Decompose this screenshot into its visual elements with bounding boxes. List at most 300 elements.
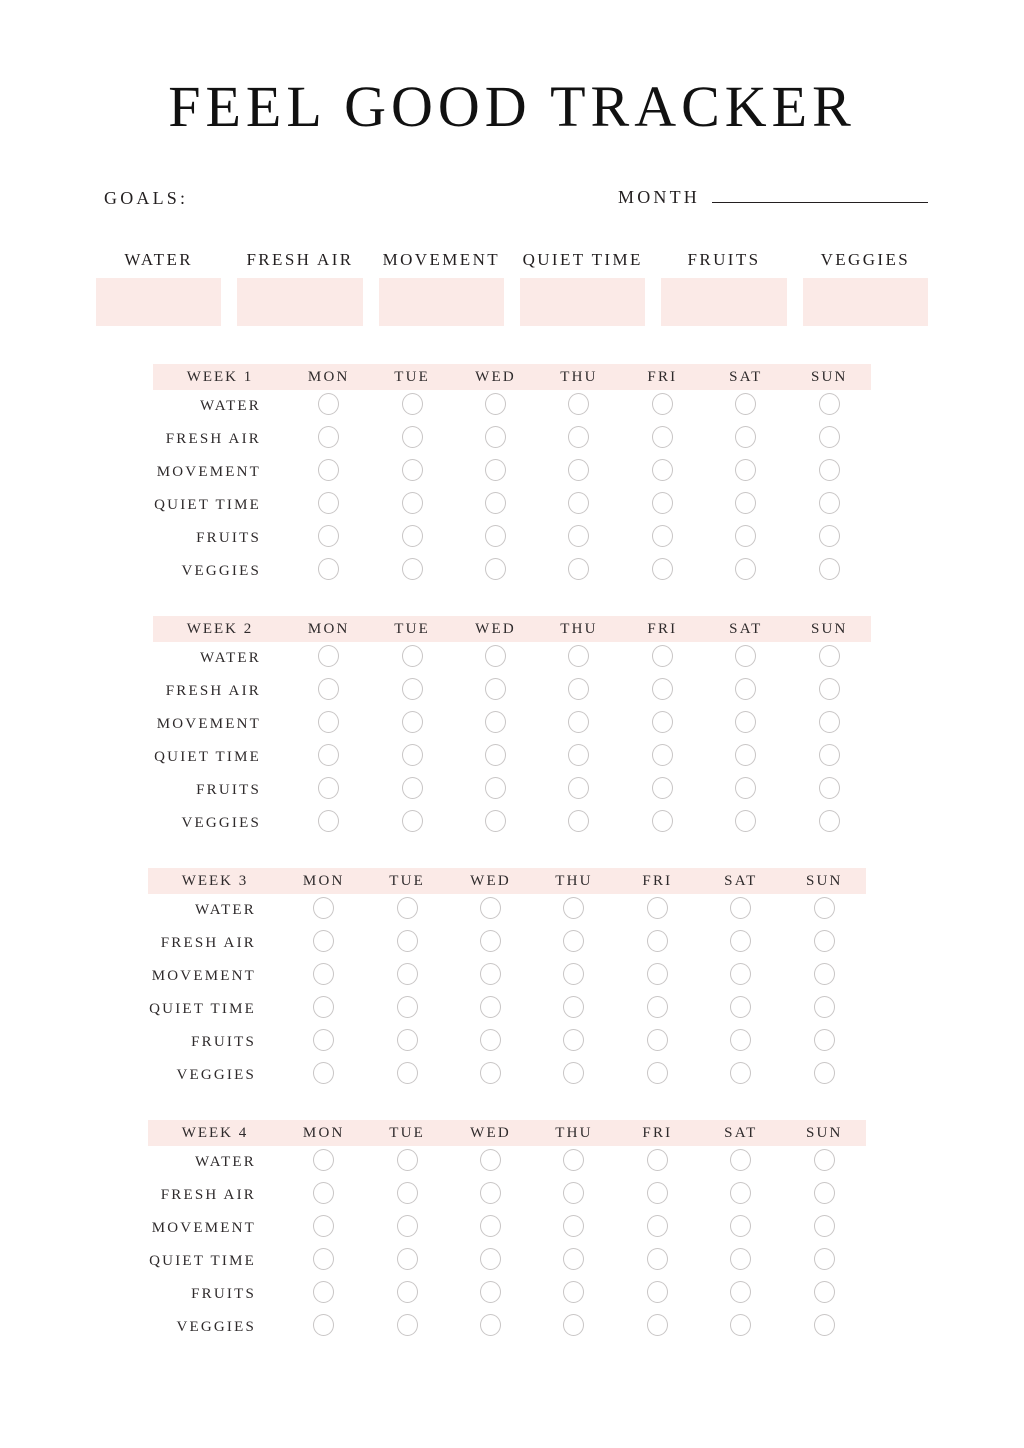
- circle-checkbox-icon[interactable]: [397, 1062, 418, 1084]
- habit-checkbox-cell[interactable]: [537, 456, 620, 489]
- habit-checkbox-cell[interactable]: [788, 522, 871, 555]
- habit-checkbox-cell[interactable]: [370, 675, 453, 708]
- circle-checkbox-icon[interactable]: [647, 930, 668, 952]
- habit-checkbox-cell[interactable]: [532, 1179, 615, 1212]
- circle-checkbox-icon[interactable]: [313, 1149, 334, 1171]
- circle-checkbox-icon[interactable]: [485, 711, 506, 733]
- habit-checkbox-cell[interactable]: [699, 1245, 782, 1278]
- circle-checkbox-icon[interactable]: [318, 810, 339, 832]
- habit-checkbox-cell[interactable]: [616, 927, 699, 960]
- habit-checkbox-cell[interactable]: [783, 1026, 866, 1059]
- month-write-in-line[interactable]: [712, 202, 928, 203]
- habit-checkbox-cell[interactable]: [704, 675, 787, 708]
- habit-checkbox-cell[interactable]: [621, 774, 704, 807]
- habit-checkbox-cell[interactable]: [699, 960, 782, 993]
- habit-checkbox-cell[interactable]: [704, 456, 787, 489]
- habit-checkbox-cell[interactable]: [454, 423, 537, 456]
- circle-checkbox-icon[interactable]: [814, 1215, 835, 1237]
- habit-checkbox-cell[interactable]: [783, 1212, 866, 1245]
- habit-checkbox-cell[interactable]: [449, 1212, 532, 1245]
- habit-checkbox-cell[interactable]: [699, 1212, 782, 1245]
- circle-checkbox-icon[interactable]: [819, 393, 840, 415]
- circle-checkbox-icon[interactable]: [313, 963, 334, 985]
- habit-checkbox-cell[interactable]: [621, 708, 704, 741]
- circle-checkbox-icon[interactable]: [568, 459, 589, 481]
- circle-checkbox-icon[interactable]: [819, 678, 840, 700]
- circle-checkbox-icon[interactable]: [402, 393, 423, 415]
- circle-checkbox-icon[interactable]: [485, 525, 506, 547]
- habit-checkbox-cell[interactable]: [532, 993, 615, 1026]
- circle-checkbox-icon[interactable]: [318, 711, 339, 733]
- circle-checkbox-icon[interactable]: [814, 1182, 835, 1204]
- circle-checkbox-icon[interactable]: [313, 930, 334, 952]
- habit-checkbox-cell[interactable]: [449, 960, 532, 993]
- circle-checkbox-icon[interactable]: [402, 711, 423, 733]
- habit-checkbox-cell[interactable]: [788, 774, 871, 807]
- habit-checkbox-cell[interactable]: [532, 1146, 615, 1179]
- habit-checkbox-cell[interactable]: [783, 960, 866, 993]
- circle-checkbox-icon[interactable]: [652, 810, 673, 832]
- habit-checkbox-cell[interactable]: [287, 774, 370, 807]
- habit-checkbox-cell[interactable]: [287, 522, 370, 555]
- circle-checkbox-icon[interactable]: [819, 777, 840, 799]
- circle-checkbox-icon[interactable]: [480, 1281, 501, 1303]
- habit-checkbox-cell[interactable]: [449, 927, 532, 960]
- habit-checkbox-cell[interactable]: [537, 708, 620, 741]
- habit-checkbox-cell[interactable]: [704, 642, 787, 675]
- habit-checkbox-cell[interactable]: [287, 708, 370, 741]
- habit-checkbox-cell[interactable]: [537, 555, 620, 588]
- habit-checkbox-cell[interactable]: [454, 675, 537, 708]
- circle-checkbox-icon[interactable]: [652, 645, 673, 667]
- habit-checkbox-cell[interactable]: [537, 741, 620, 774]
- circle-checkbox-icon[interactable]: [568, 744, 589, 766]
- habit-checkbox-cell[interactable]: [616, 1311, 699, 1344]
- habit-checkbox-cell[interactable]: [282, 1146, 365, 1179]
- habit-checkbox-cell[interactable]: [287, 675, 370, 708]
- circle-checkbox-icon[interactable]: [563, 963, 584, 985]
- habit-checkbox-cell[interactable]: [532, 1026, 615, 1059]
- habit-checkbox-cell[interactable]: [537, 774, 620, 807]
- habit-checkbox-cell[interactable]: [704, 741, 787, 774]
- habit-checkbox-cell[interactable]: [287, 741, 370, 774]
- habit-checkbox-cell[interactable]: [370, 390, 453, 423]
- habit-checkbox-cell[interactable]: [537, 807, 620, 840]
- circle-checkbox-icon[interactable]: [735, 711, 756, 733]
- circle-checkbox-icon[interactable]: [402, 558, 423, 580]
- circle-checkbox-icon[interactable]: [402, 744, 423, 766]
- circle-checkbox-icon[interactable]: [402, 645, 423, 667]
- habit-checkbox-cell[interactable]: [532, 960, 615, 993]
- habit-checkbox-cell[interactable]: [704, 708, 787, 741]
- habit-checkbox-cell[interactable]: [365, 1059, 448, 1092]
- goal-category-input-box[interactable]: [661, 278, 786, 326]
- circle-checkbox-icon[interactable]: [480, 930, 501, 952]
- habit-checkbox-cell[interactable]: [365, 1026, 448, 1059]
- habit-checkbox-cell[interactable]: [616, 1026, 699, 1059]
- circle-checkbox-icon[interactable]: [318, 492, 339, 514]
- habit-checkbox-cell[interactable]: [287, 555, 370, 588]
- circle-checkbox-icon[interactable]: [563, 1281, 584, 1303]
- habit-checkbox-cell[interactable]: [449, 894, 532, 927]
- habit-checkbox-cell[interactable]: [454, 807, 537, 840]
- circle-checkbox-icon[interactable]: [647, 1314, 668, 1336]
- habit-checkbox-cell[interactable]: [616, 1146, 699, 1179]
- habit-checkbox-cell[interactable]: [370, 774, 453, 807]
- circle-checkbox-icon[interactable]: [480, 1314, 501, 1336]
- habit-checkbox-cell[interactable]: [287, 807, 370, 840]
- circle-checkbox-icon[interactable]: [652, 426, 673, 448]
- habit-checkbox-cell[interactable]: [370, 456, 453, 489]
- circle-checkbox-icon[interactable]: [814, 1149, 835, 1171]
- habit-checkbox-cell[interactable]: [788, 675, 871, 708]
- circle-checkbox-icon[interactable]: [563, 1182, 584, 1204]
- habit-checkbox-cell[interactable]: [704, 390, 787, 423]
- circle-checkbox-icon[interactable]: [652, 744, 673, 766]
- habit-checkbox-cell[interactable]: [783, 927, 866, 960]
- habit-checkbox-cell[interactable]: [365, 1146, 448, 1179]
- habit-checkbox-cell[interactable]: [788, 489, 871, 522]
- circle-checkbox-icon[interactable]: [568, 810, 589, 832]
- circle-checkbox-icon[interactable]: [397, 1248, 418, 1270]
- habit-checkbox-cell[interactable]: [370, 423, 453, 456]
- circle-checkbox-icon[interactable]: [647, 1149, 668, 1171]
- habit-checkbox-cell[interactable]: [449, 1146, 532, 1179]
- circle-checkbox-icon[interactable]: [735, 645, 756, 667]
- habit-checkbox-cell[interactable]: [454, 390, 537, 423]
- habit-checkbox-cell[interactable]: [449, 1179, 532, 1212]
- habit-checkbox-cell[interactable]: [282, 1278, 365, 1311]
- circle-checkbox-icon[interactable]: [730, 1314, 751, 1336]
- habit-checkbox-cell[interactable]: [287, 642, 370, 675]
- circle-checkbox-icon[interactable]: [568, 558, 589, 580]
- circle-checkbox-icon[interactable]: [563, 930, 584, 952]
- circle-checkbox-icon[interactable]: [480, 1029, 501, 1051]
- habit-checkbox-cell[interactable]: [704, 807, 787, 840]
- habit-checkbox-cell[interactable]: [282, 894, 365, 927]
- goal-category-input-box[interactable]: [803, 278, 928, 326]
- habit-checkbox-cell[interactable]: [370, 708, 453, 741]
- circle-checkbox-icon[interactable]: [568, 678, 589, 700]
- goal-category-input-box[interactable]: [96, 278, 221, 326]
- habit-checkbox-cell[interactable]: [454, 774, 537, 807]
- habit-checkbox-cell[interactable]: [537, 522, 620, 555]
- circle-checkbox-icon[interactable]: [397, 1149, 418, 1171]
- circle-checkbox-icon[interactable]: [814, 963, 835, 985]
- habit-checkbox-cell[interactable]: [365, 927, 448, 960]
- habit-checkbox-cell[interactable]: [699, 1026, 782, 1059]
- circle-checkbox-icon[interactable]: [647, 963, 668, 985]
- goal-category-input-box[interactable]: [379, 278, 504, 326]
- habit-checkbox-cell[interactable]: [287, 423, 370, 456]
- habit-checkbox-cell[interactable]: [282, 1245, 365, 1278]
- habit-checkbox-cell[interactable]: [365, 1278, 448, 1311]
- habit-checkbox-cell[interactable]: [699, 1146, 782, 1179]
- circle-checkbox-icon[interactable]: [647, 1248, 668, 1270]
- circle-checkbox-icon[interactable]: [647, 897, 668, 919]
- habit-checkbox-cell[interactable]: [621, 741, 704, 774]
- circle-checkbox-icon[interactable]: [730, 1248, 751, 1270]
- circle-checkbox-icon[interactable]: [730, 930, 751, 952]
- habit-checkbox-cell[interactable]: [287, 456, 370, 489]
- circle-checkbox-icon[interactable]: [735, 426, 756, 448]
- circle-checkbox-icon[interactable]: [735, 459, 756, 481]
- habit-checkbox-cell[interactable]: [282, 1179, 365, 1212]
- habit-checkbox-cell[interactable]: [370, 555, 453, 588]
- circle-checkbox-icon[interactable]: [480, 1248, 501, 1270]
- circle-checkbox-icon[interactable]: [735, 810, 756, 832]
- circle-checkbox-icon[interactable]: [485, 459, 506, 481]
- circle-checkbox-icon[interactable]: [318, 426, 339, 448]
- circle-checkbox-icon[interactable]: [735, 525, 756, 547]
- circle-checkbox-icon[interactable]: [730, 1062, 751, 1084]
- circle-checkbox-icon[interactable]: [402, 810, 423, 832]
- habit-checkbox-cell[interactable]: [616, 894, 699, 927]
- habit-checkbox-cell[interactable]: [621, 555, 704, 588]
- circle-checkbox-icon[interactable]: [814, 996, 835, 1018]
- circle-checkbox-icon[interactable]: [647, 1281, 668, 1303]
- circle-checkbox-icon[interactable]: [397, 996, 418, 1018]
- goal-category-input-box[interactable]: [237, 278, 362, 326]
- circle-checkbox-icon[interactable]: [563, 1248, 584, 1270]
- habit-checkbox-cell[interactable]: [365, 993, 448, 1026]
- habit-checkbox-cell[interactable]: [704, 522, 787, 555]
- habit-checkbox-cell[interactable]: [365, 894, 448, 927]
- circle-checkbox-icon[interactable]: [568, 426, 589, 448]
- habit-checkbox-cell[interactable]: [783, 993, 866, 1026]
- habit-checkbox-cell[interactable]: [788, 456, 871, 489]
- habit-checkbox-cell[interactable]: [783, 1245, 866, 1278]
- circle-checkbox-icon[interactable]: [485, 645, 506, 667]
- habit-checkbox-cell[interactable]: [616, 1278, 699, 1311]
- habit-checkbox-cell[interactable]: [537, 423, 620, 456]
- habit-checkbox-cell[interactable]: [537, 642, 620, 675]
- habit-checkbox-cell[interactable]: [699, 993, 782, 1026]
- circle-checkbox-icon[interactable]: [480, 1215, 501, 1237]
- circle-checkbox-icon[interactable]: [485, 558, 506, 580]
- circle-checkbox-icon[interactable]: [318, 393, 339, 415]
- habit-checkbox-cell[interactable]: [532, 1059, 615, 1092]
- circle-checkbox-icon[interactable]: [819, 744, 840, 766]
- habit-checkbox-cell[interactable]: [537, 675, 620, 708]
- circle-checkbox-icon[interactable]: [318, 777, 339, 799]
- habit-checkbox-cell[interactable]: [616, 993, 699, 1026]
- habit-checkbox-cell[interactable]: [616, 1212, 699, 1245]
- habit-checkbox-cell[interactable]: [788, 423, 871, 456]
- habit-checkbox-cell[interactable]: [449, 1026, 532, 1059]
- habit-checkbox-cell[interactable]: [370, 741, 453, 774]
- circle-checkbox-icon[interactable]: [485, 744, 506, 766]
- habit-checkbox-cell[interactable]: [449, 1245, 532, 1278]
- habit-checkbox-cell[interactable]: [699, 1179, 782, 1212]
- circle-checkbox-icon[interactable]: [397, 1281, 418, 1303]
- habit-checkbox-cell[interactable]: [699, 1311, 782, 1344]
- habit-checkbox-cell[interactable]: [532, 1311, 615, 1344]
- circle-checkbox-icon[interactable]: [397, 897, 418, 919]
- circle-checkbox-icon[interactable]: [819, 459, 840, 481]
- habit-checkbox-cell[interactable]: [454, 741, 537, 774]
- habit-checkbox-cell[interactable]: [370, 807, 453, 840]
- circle-checkbox-icon[interactable]: [652, 393, 673, 415]
- goal-category-input-box[interactable]: [520, 278, 645, 326]
- habit-checkbox-cell[interactable]: [282, 993, 365, 1026]
- habit-checkbox-cell[interactable]: [783, 1059, 866, 1092]
- habit-checkbox-cell[interactable]: [282, 960, 365, 993]
- circle-checkbox-icon[interactable]: [402, 426, 423, 448]
- habit-checkbox-cell[interactable]: [370, 642, 453, 675]
- habit-checkbox-cell[interactable]: [287, 489, 370, 522]
- circle-checkbox-icon[interactable]: [814, 1029, 835, 1051]
- circle-checkbox-icon[interactable]: [397, 1314, 418, 1336]
- habit-checkbox-cell[interactable]: [699, 1278, 782, 1311]
- circle-checkbox-icon[interactable]: [313, 1281, 334, 1303]
- circle-checkbox-icon[interactable]: [730, 1182, 751, 1204]
- habit-checkbox-cell[interactable]: [788, 642, 871, 675]
- circle-checkbox-icon[interactable]: [485, 492, 506, 514]
- circle-checkbox-icon[interactable]: [814, 1314, 835, 1336]
- circle-checkbox-icon[interactable]: [480, 963, 501, 985]
- habit-checkbox-cell[interactable]: [454, 555, 537, 588]
- habit-checkbox-cell[interactable]: [454, 642, 537, 675]
- circle-checkbox-icon[interactable]: [318, 558, 339, 580]
- habit-checkbox-cell[interactable]: [616, 1059, 699, 1092]
- habit-checkbox-cell[interactable]: [704, 423, 787, 456]
- circle-checkbox-icon[interactable]: [480, 996, 501, 1018]
- circle-checkbox-icon[interactable]: [819, 525, 840, 547]
- habit-checkbox-cell[interactable]: [454, 489, 537, 522]
- circle-checkbox-icon[interactable]: [480, 1149, 501, 1171]
- circle-checkbox-icon[interactable]: [735, 558, 756, 580]
- habit-checkbox-cell[interactable]: [704, 555, 787, 588]
- circle-checkbox-icon[interactable]: [735, 744, 756, 766]
- circle-checkbox-icon[interactable]: [313, 996, 334, 1018]
- habit-checkbox-cell[interactable]: [532, 1245, 615, 1278]
- circle-checkbox-icon[interactable]: [652, 525, 673, 547]
- circle-checkbox-icon[interactable]: [313, 1062, 334, 1084]
- circle-checkbox-icon[interactable]: [647, 1062, 668, 1084]
- habit-checkbox-cell[interactable]: [365, 1245, 448, 1278]
- habit-checkbox-cell[interactable]: [699, 927, 782, 960]
- habit-checkbox-cell[interactable]: [788, 807, 871, 840]
- habit-checkbox-cell[interactable]: [532, 1278, 615, 1311]
- circle-checkbox-icon[interactable]: [814, 897, 835, 919]
- habit-checkbox-cell[interactable]: [621, 807, 704, 840]
- habit-checkbox-cell[interactable]: [783, 1311, 866, 1344]
- habit-checkbox-cell[interactable]: [621, 642, 704, 675]
- circle-checkbox-icon[interactable]: [402, 492, 423, 514]
- habit-checkbox-cell[interactable]: [616, 1245, 699, 1278]
- habit-checkbox-cell[interactable]: [454, 708, 537, 741]
- circle-checkbox-icon[interactable]: [730, 996, 751, 1018]
- circle-checkbox-icon[interactable]: [652, 459, 673, 481]
- circle-checkbox-icon[interactable]: [563, 1215, 584, 1237]
- circle-checkbox-icon[interactable]: [318, 744, 339, 766]
- habit-checkbox-cell[interactable]: [365, 1212, 448, 1245]
- habit-checkbox-cell[interactable]: [788, 555, 871, 588]
- circle-checkbox-icon[interactable]: [814, 1248, 835, 1270]
- circle-checkbox-icon[interactable]: [313, 1029, 334, 1051]
- circle-checkbox-icon[interactable]: [563, 1314, 584, 1336]
- circle-checkbox-icon[interactable]: [480, 897, 501, 919]
- habit-checkbox-cell[interactable]: [537, 489, 620, 522]
- habit-checkbox-cell[interactable]: [616, 1179, 699, 1212]
- circle-checkbox-icon[interactable]: [485, 678, 506, 700]
- circle-checkbox-icon[interactable]: [313, 1215, 334, 1237]
- circle-checkbox-icon[interactable]: [485, 393, 506, 415]
- circle-checkbox-icon[interactable]: [819, 492, 840, 514]
- circle-checkbox-icon[interactable]: [568, 711, 589, 733]
- circle-checkbox-icon[interactable]: [402, 678, 423, 700]
- circle-checkbox-icon[interactable]: [647, 1029, 668, 1051]
- circle-checkbox-icon[interactable]: [397, 930, 418, 952]
- circle-checkbox-icon[interactable]: [819, 426, 840, 448]
- circle-checkbox-icon[interactable]: [313, 1314, 334, 1336]
- habit-checkbox-cell[interactable]: [365, 1311, 448, 1344]
- circle-checkbox-icon[interactable]: [397, 1029, 418, 1051]
- circle-checkbox-icon[interactable]: [647, 996, 668, 1018]
- circle-checkbox-icon[interactable]: [819, 711, 840, 733]
- circle-checkbox-icon[interactable]: [652, 492, 673, 514]
- circle-checkbox-icon[interactable]: [652, 777, 673, 799]
- circle-checkbox-icon[interactable]: [402, 459, 423, 481]
- habit-checkbox-cell[interactable]: [282, 1059, 365, 1092]
- habit-checkbox-cell[interactable]: [532, 1212, 615, 1245]
- circle-checkbox-icon[interactable]: [485, 426, 506, 448]
- habit-checkbox-cell[interactable]: [788, 741, 871, 774]
- circle-checkbox-icon[interactable]: [397, 1215, 418, 1237]
- habit-checkbox-cell[interactable]: [537, 390, 620, 423]
- circle-checkbox-icon[interactable]: [568, 525, 589, 547]
- circle-checkbox-icon[interactable]: [652, 678, 673, 700]
- circle-checkbox-icon[interactable]: [563, 1029, 584, 1051]
- circle-checkbox-icon[interactable]: [814, 1281, 835, 1303]
- circle-checkbox-icon[interactable]: [819, 810, 840, 832]
- circle-checkbox-icon[interactable]: [730, 963, 751, 985]
- habit-checkbox-cell[interactable]: [282, 927, 365, 960]
- circle-checkbox-icon[interactable]: [313, 897, 334, 919]
- circle-checkbox-icon[interactable]: [735, 492, 756, 514]
- circle-checkbox-icon[interactable]: [730, 1281, 751, 1303]
- habit-checkbox-cell[interactable]: [449, 1059, 532, 1092]
- circle-checkbox-icon[interactable]: [647, 1215, 668, 1237]
- circle-checkbox-icon[interactable]: [730, 1215, 751, 1237]
- circle-checkbox-icon[interactable]: [735, 777, 756, 799]
- circle-checkbox-icon[interactable]: [814, 930, 835, 952]
- habit-checkbox-cell[interactable]: [370, 522, 453, 555]
- circle-checkbox-icon[interactable]: [647, 1182, 668, 1204]
- circle-checkbox-icon[interactable]: [480, 1062, 501, 1084]
- habit-checkbox-cell[interactable]: [783, 1179, 866, 1212]
- habit-checkbox-cell[interactable]: [783, 1146, 866, 1179]
- habit-checkbox-cell[interactable]: [783, 1278, 866, 1311]
- habit-checkbox-cell[interactable]: [699, 1059, 782, 1092]
- circle-checkbox-icon[interactable]: [318, 678, 339, 700]
- habit-checkbox-cell[interactable]: [449, 1278, 532, 1311]
- habit-checkbox-cell[interactable]: [532, 894, 615, 927]
- circle-checkbox-icon[interactable]: [318, 459, 339, 481]
- habit-checkbox-cell[interactable]: [365, 960, 448, 993]
- circle-checkbox-icon[interactable]: [730, 897, 751, 919]
- habit-checkbox-cell[interactable]: [704, 774, 787, 807]
- habit-checkbox-cell[interactable]: [365, 1179, 448, 1212]
- habit-checkbox-cell[interactable]: [532, 927, 615, 960]
- circle-checkbox-icon[interactable]: [397, 1182, 418, 1204]
- circle-checkbox-icon[interactable]: [318, 645, 339, 667]
- circle-checkbox-icon[interactable]: [402, 777, 423, 799]
- circle-checkbox-icon[interactable]: [730, 1029, 751, 1051]
- habit-checkbox-cell[interactable]: [788, 708, 871, 741]
- circle-checkbox-icon[interactable]: [480, 1182, 501, 1204]
